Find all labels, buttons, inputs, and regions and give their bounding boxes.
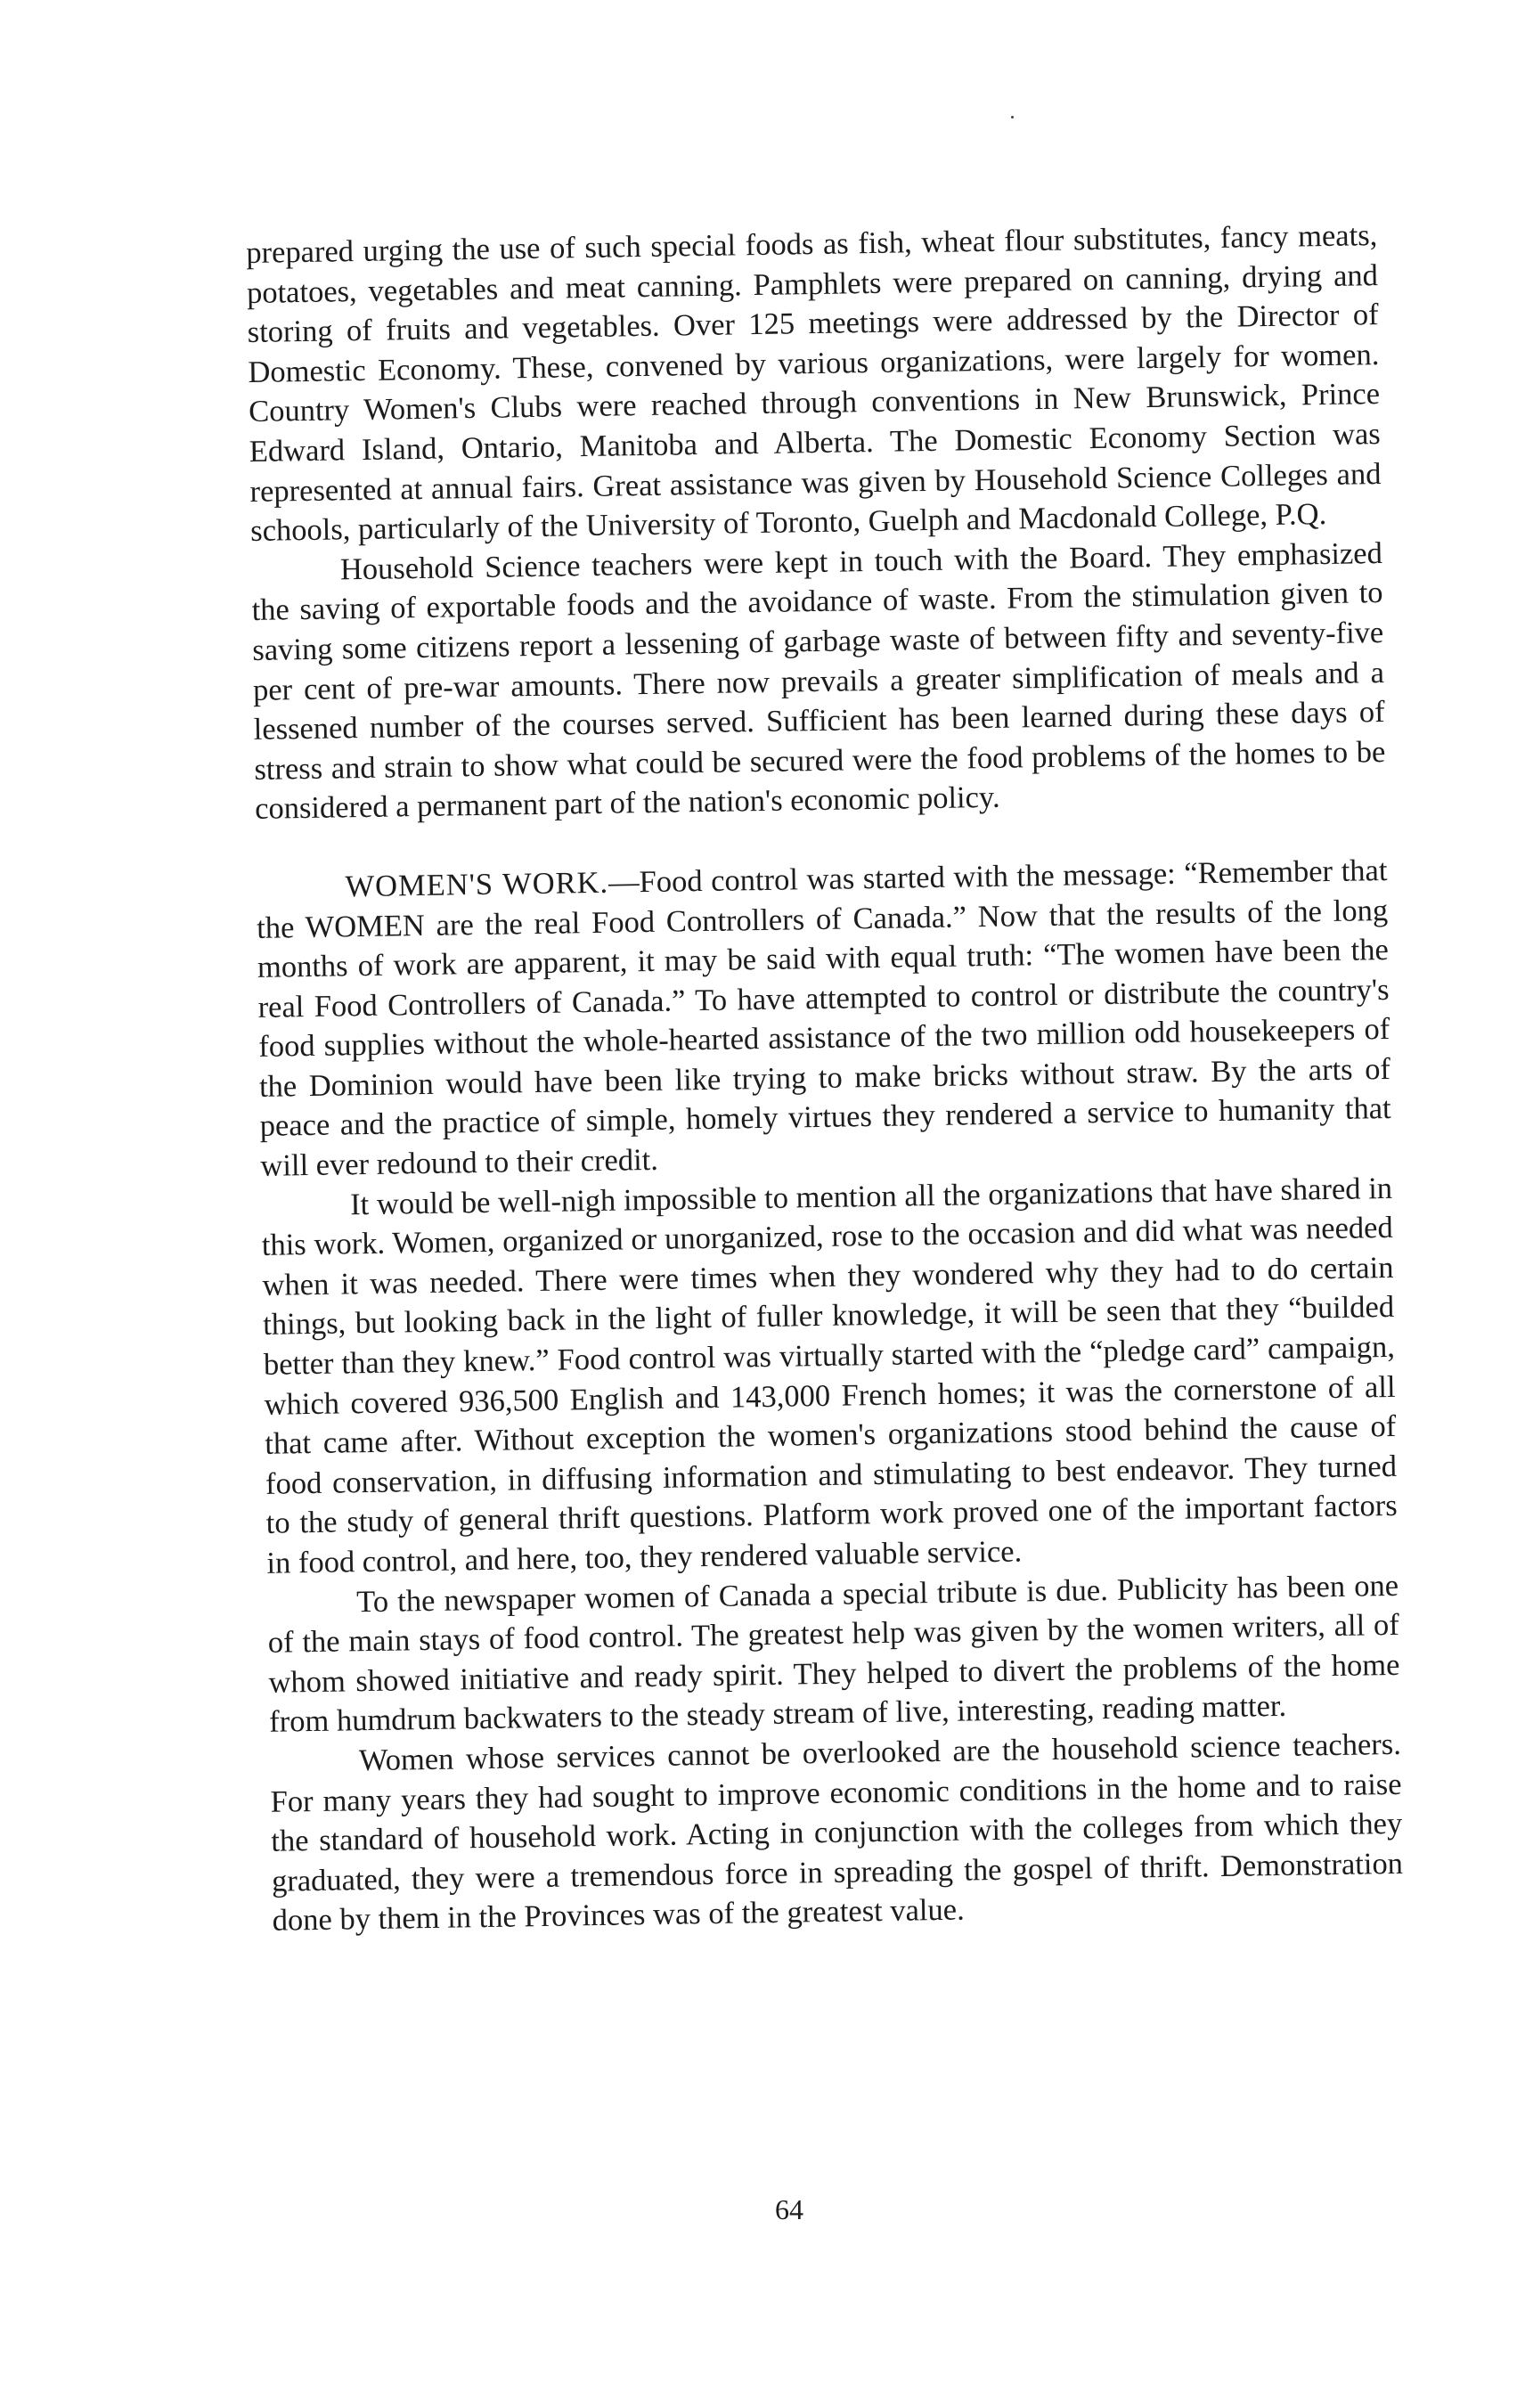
scan-speck <box>1011 116 1014 118</box>
page-number: 64 <box>775 2193 803 2225</box>
paragraph-newspaper-women: To the newspaper women of Canada a special tribute is due. Publicity has been one of the main stays of food control. The greatest help was given by the women writers, all of whom showed initiative and ready spirit. They helped to divert the problems of the home from humdrum backwaters to the steady stream of live, interesting, reading matter. <box>267 1568 1400 1740</box>
paragraph-continuation: prepared urging the use of such special foods as fish, wheat flour substitutes, fancy meats, potatoes, vegetables and meat canning. Pamphlets were prepared on canning, drying and storing of fruits and vegetables. Over 125 meetings were addressed by the Director of Domestic Economy. These, convened by various organizations, were largely for women. Country Women's Clubs were reached through conventions in New Brunswick, Prince Edward Island, Ontario, Manitoba and Alberta. The Domestic Economy Section was represented at annual fairs. Great assistance was given by Household Science Colleges and schools, particularly of the University of Toronto, Guelph and Macdonald College, P.Q. <box>246 218 1382 549</box>
page-body <box>246 216 1404 1941</box>
paragraph-womens-work <box>256 851 1391 1187</box>
paragraph-household-science-teachers: Household Science teachers were kept in touch with the Board. They emphasized the saving of exportable foods and the avoidance of waste. From the stimulation given to saving some citizens report a lessening of garbage waste of between fifty and seventy-five per cent of pre-war amounts. There now prevails a greater simplification of meals and a lessened number of the courses served. Sufficient has been learned during these days of stress and strain to show what could be secured were the food problems of the homes to be considered a permanent part of the nation's economic policy. <box>251 535 1386 827</box>
paragraph-organizations: It would be well-nigh impossible to mention all the organizations that have shared in this work. Women, organized or unorganized, rose to the occasion and did what was needed when it was needed. There were times when they wondered why they had to do certain things, but looking back in the light of fuller knowledge, it will be seen that they “builded better than they knew.” Food control was virtually started with the “pledge card” campaign, which covered 936,500 English and 143,000 French homes; it was the cornerstone of all that came after. Without exception the women's organizations stood behind the cause of food conservation, in diffusing information and stimulating to best endeavor. They turned to the study of general thrift questions. Platform work proved one of the important factors in food control, and here, too, they rendered valuable service. <box>261 1171 1398 1580</box>
paragraph-womens-work-text: —Food control was started with the message: “Remember that the WOMEN are the real Food Controllers of Canada.” Now that the results of the long months of work are apparent, it may be said with equal truth: “The women have been the real Food Controllers of Canada.” To have attempted to control or distribute the country's food supplies without the whole-hearted assistance of the two million odd housekeepers of the Dominion would have been like trying to make bricks without straw. By the arts of peace and the practice of simple, homely virtues they rendered a service to humanity that will ever redound to their credit. <box>256 853 1391 1183</box>
section-heading: WOMEN'S WORK. <box>345 865 609 904</box>
paragraph-household-science-teachers-tribute: Women whose services cannot be overlooked are the household science teachers. For many years they had sought to improve economic conditions in the home and to raise the standard of household work. Acting in conjunction with the colleges from which they graduated, they were a tremendous force in spreading the gospel of thrift. Demonstration done by them in the Provinces was of the greatest value. <box>270 1726 1404 1939</box>
